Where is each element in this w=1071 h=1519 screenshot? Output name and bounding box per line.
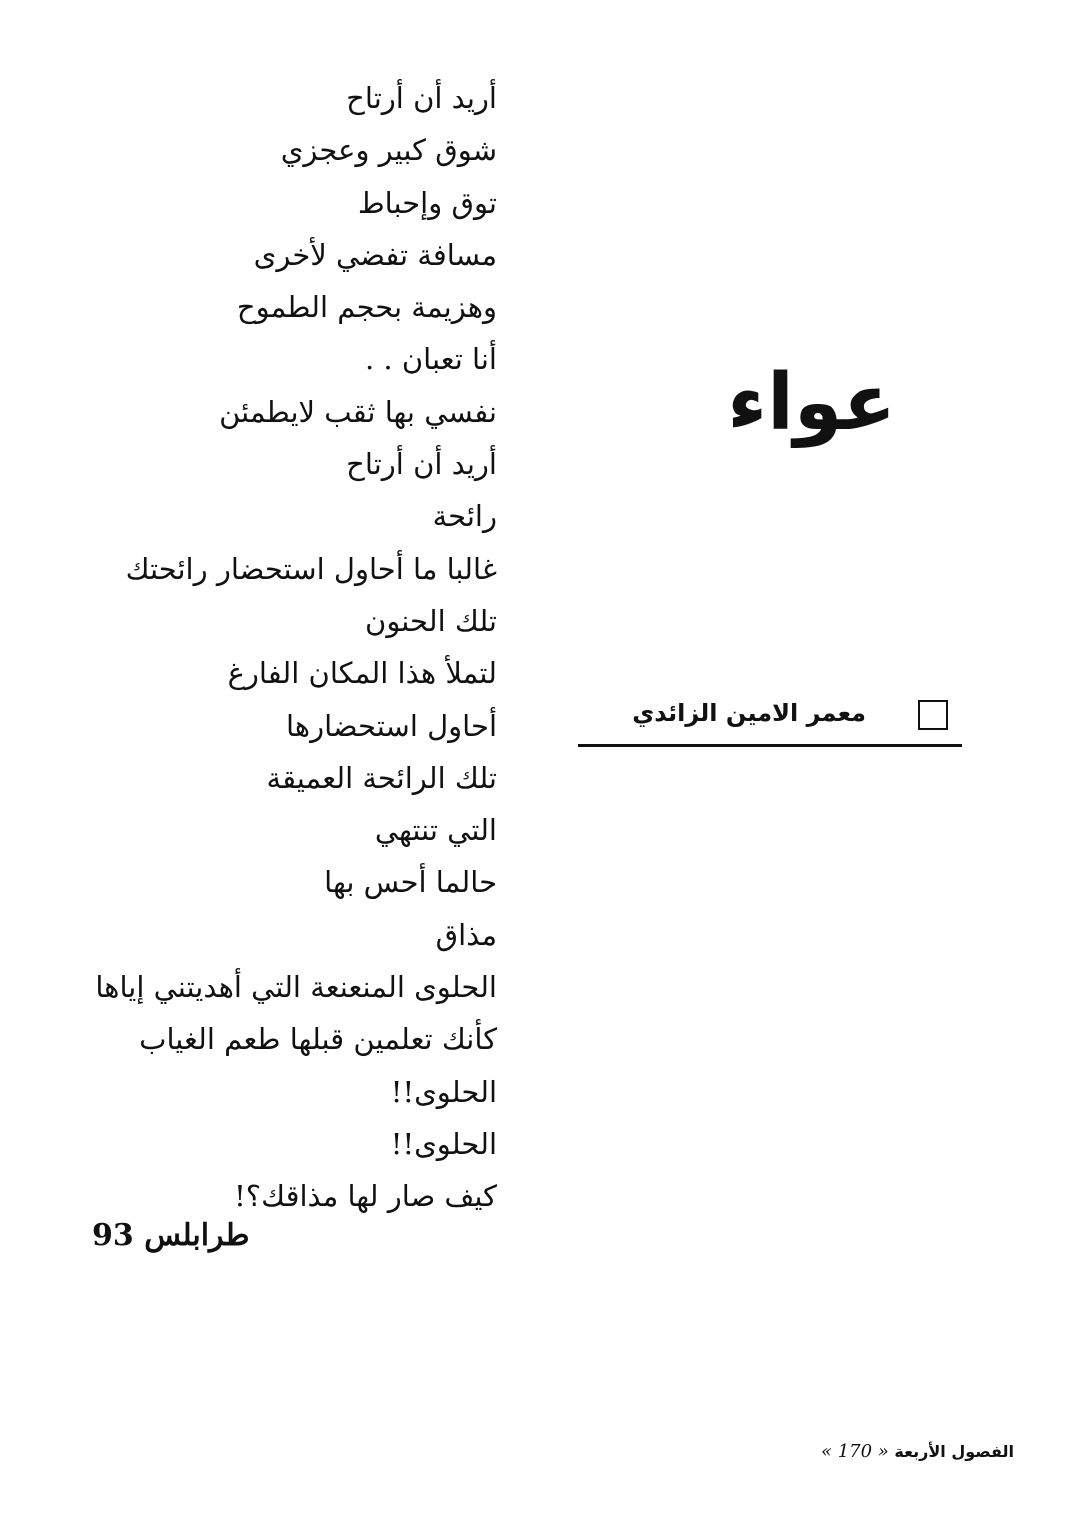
poem-line: غالبا ما أحاول استحضار رائحتك	[125, 551, 497, 586]
page-footer	[821, 1440, 1014, 1464]
poem-line: الحلوى!!	[390, 1074, 497, 1109]
author-name: معمر الامين الزائدي	[632, 699, 866, 727]
square-bullet-icon	[918, 700, 948, 730]
poem-line: مذاق	[435, 917, 497, 952]
poem-line: أريد أن أرتاح	[346, 81, 497, 115]
author-byline	[578, 692, 962, 750]
place-date-signature: طرابلس 93	[92, 1218, 250, 1253]
poem-line: أريد أن أرتاح	[346, 447, 497, 482]
poem-line: نفسي بها ثقب لايطمئن	[219, 394, 497, 429]
poem-line: وهزيمة بحجم الطموح	[236, 290, 497, 325]
poem-line: كأنك تعلمين قبلها طعم الغياب	[139, 1022, 497, 1057]
poem-line: شوق كبير وعجزي	[280, 133, 497, 168]
magazine-name: الفصول الأربعة	[894, 1442, 1014, 1461]
page-number: « 170 »	[820, 1441, 889, 1462]
author-underline	[578, 744, 962, 747]
poem-line: تلك الحنون	[365, 603, 497, 638]
poem-line: التي تنتهي	[374, 813, 497, 848]
poem-line: حالما أحس بها	[324, 865, 497, 900]
poem-line: توق وإحباط	[357, 185, 497, 220]
poem-line: كيف صار لها مذاقك؟!	[234, 1179, 497, 1214]
poem-line: لتملأ هذا المكان الفارغ	[227, 656, 497, 691]
poem-body	[77, 78, 497, 1229]
poem-title: عواء	[727, 358, 896, 448]
poem-line: أحاول استحضارها	[285, 708, 497, 743]
poem-line: مسافة تفضي لأخرى	[253, 237, 497, 272]
poem-line: أنا تعبان . .	[364, 342, 497, 377]
poem-line: رائحة	[432, 499, 497, 534]
poem-line: الحلوى!!	[390, 1126, 497, 1161]
poem-line: الحلوى المنعنعة التي أهديتني إياها	[95, 970, 497, 1005]
poem-line: تلك الرائحة العميقة	[266, 760, 497, 795]
